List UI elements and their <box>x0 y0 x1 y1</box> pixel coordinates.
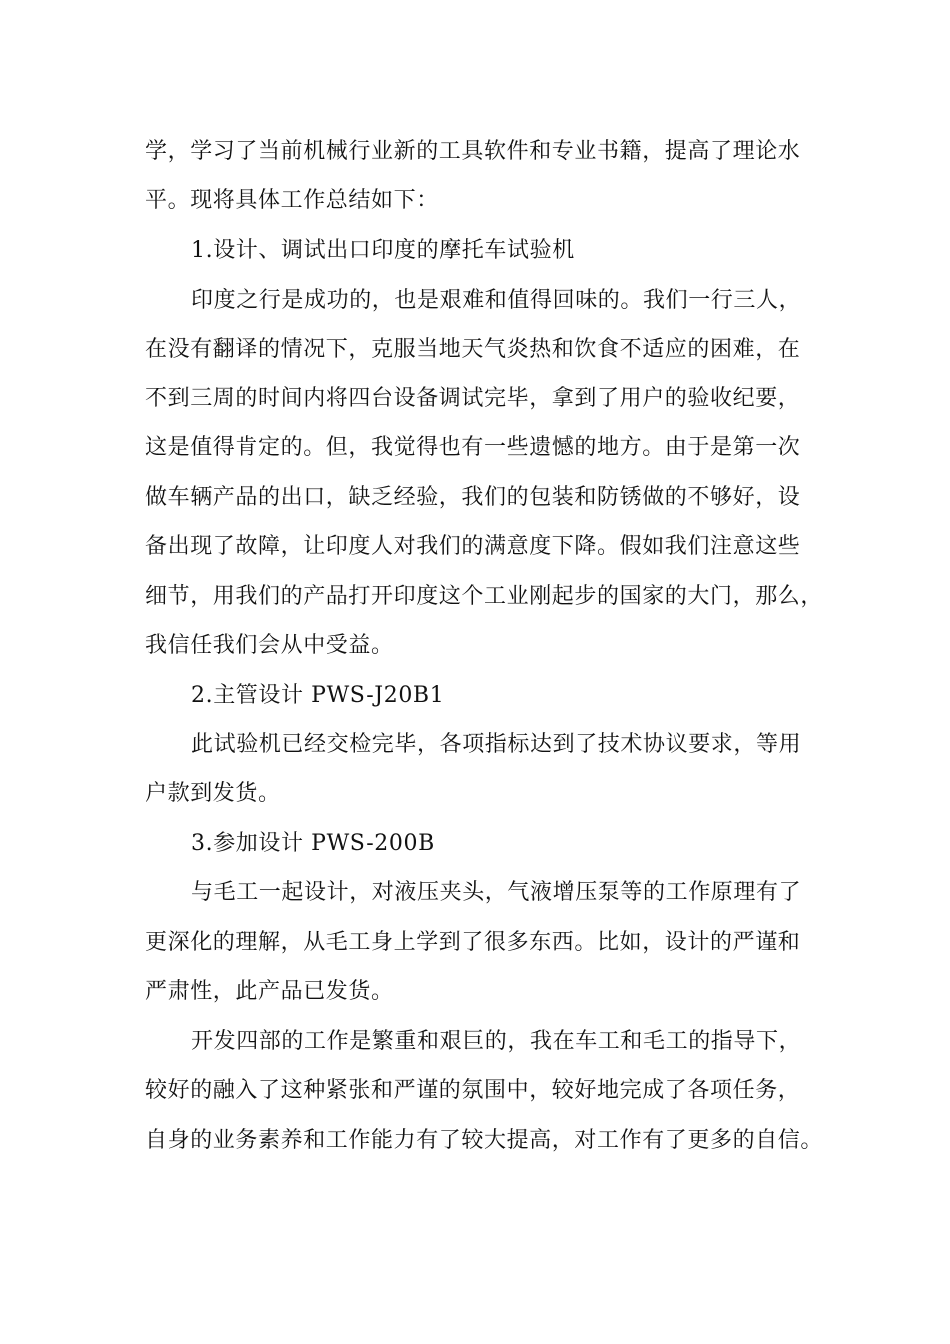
paragraph-line: 此试验机已经交检完毕，各项指标达到了技术协议要求，等用 <box>191 732 802 757</box>
paragraph-line: 细节，用我们的产品打开印度这个工业刚起步的国家的大门，那么， <box>145 584 824 609</box>
paragraph-line: 与毛工一起设计，对液压夹头，气液增压泵等的工作原理有了 <box>191 880 802 905</box>
paragraph-line: 户款到发货。 <box>145 781 281 806</box>
section-heading: 2.主管设计 PWS-J20B1 <box>191 683 445 708</box>
paragraph-line: 自身的业务素养和工作能力有了较大提高，对工作有了更多的自信。 <box>145 1128 824 1153</box>
paragraph-line: 开发四部的工作是繁重和艰巨的，我在车工和毛工的指导下， <box>191 1029 802 1054</box>
section-heading: 1.设计、调试出口印度的摩托车试验机 <box>191 238 575 263</box>
paragraph-line: 印度之行是成功的，也是艰难和值得回味的。我们一行三人， <box>191 288 802 313</box>
paragraph-line: 做车辆产品的出口，缺乏经验，我们的包装和防锈做的不够好，设 <box>145 485 801 510</box>
paragraph-line: 不到三周的时间内将四台设备调试完毕，拿到了用户的验收纪要， <box>145 386 801 411</box>
paragraph-line: 我信任我们会从中受益。 <box>145 633 394 658</box>
paragraph-line: 学，学习了当前机械行业新的工具软件和专业书籍，提高了理论水 <box>145 139 801 164</box>
paragraph-line: 更深化的理解，从毛工身上学到了很多东西。比如，设计的严谨和 <box>145 930 801 955</box>
paragraph-line: 这是值得肯定的。但，我觉得也有一些遗憾的地方。由于是第一次 <box>145 435 801 460</box>
paragraph-line: 较好的融入了这种紧张和严谨的氛围中，较好地完成了各项任务， <box>145 1078 801 1103</box>
paragraph-line: 备出现了故障，让印度人对我们的满意度下降。假如我们注意这些 <box>145 534 801 559</box>
paragraph-line: 严肃性，此产品已发货。 <box>145 979 394 1004</box>
paragraph-line: 在没有翻译的情况下，克服当地天气炎热和饮食不适应的困难，在 <box>145 337 801 362</box>
paragraph-line: 平。现将具体工作总结如下： <box>145 188 439 213</box>
section-heading: 3.参加设计 PWS-200B <box>191 831 435 856</box>
